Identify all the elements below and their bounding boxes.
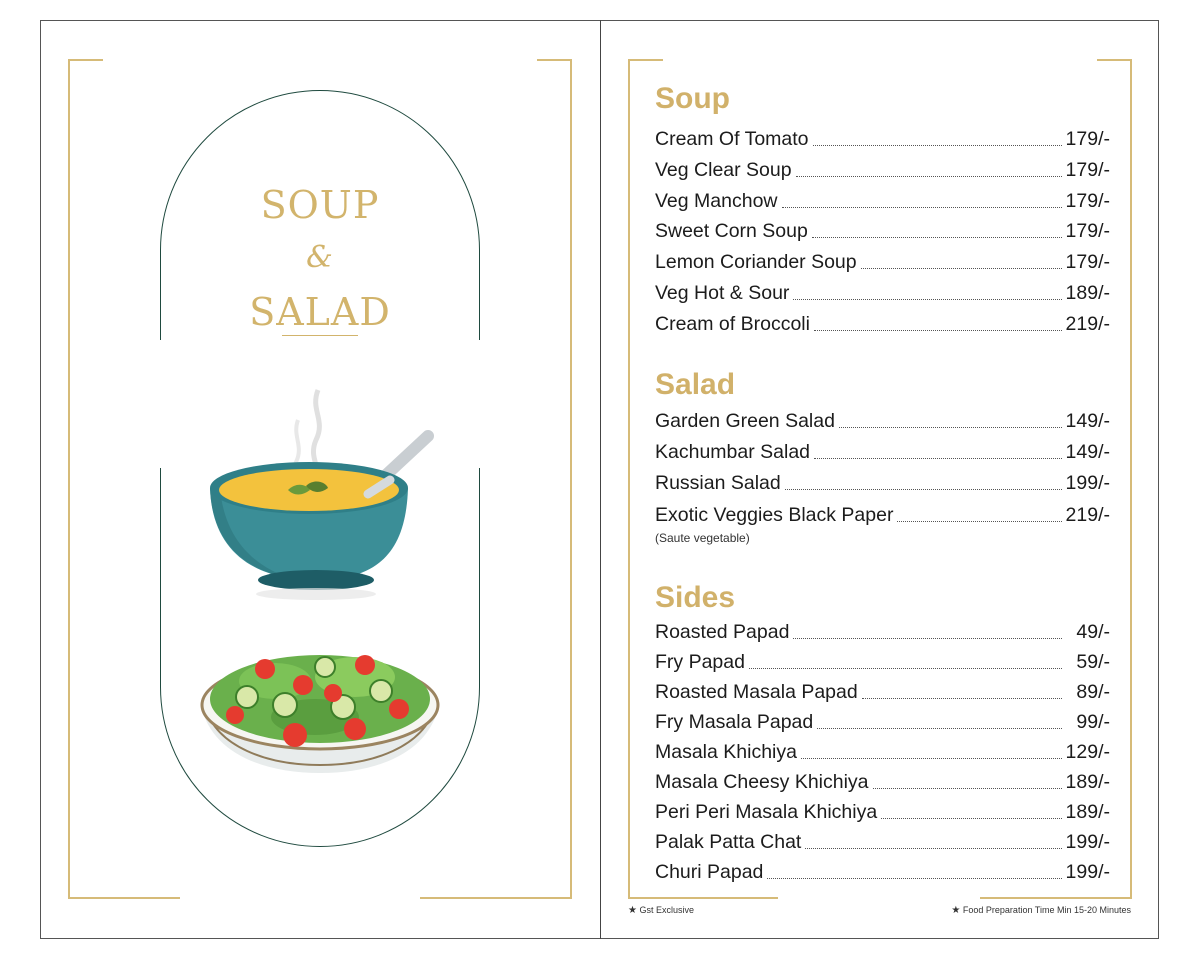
menu-item-name: Cream of Broccoli: [655, 312, 810, 335]
menu-item-name: Veg Hot & Sour: [655, 282, 790, 304]
menu-item-row: [655, 768, 1110, 794]
menu-item-row: [655, 618, 1110, 644]
menu-item-price: 199/-: [1065, 472, 1110, 495]
menu-item-name: Sweet Corn Soup: [655, 220, 808, 243]
menu-item-row: [655, 310, 1110, 336]
gold-frame-page2-top-right: [1097, 59, 1132, 61]
menu-item-price: 189/-: [1065, 771, 1110, 793]
menu-item-price: 99/-: [1076, 711, 1110, 733]
salad-item-note: (Saute vegetable): [655, 531, 750, 545]
dot-leader: [817, 728, 1062, 729]
menu-item-name: Veg Clear Soup: [655, 158, 792, 181]
gold-frame-right-side: [570, 59, 572, 899]
dot-leader: [805, 848, 1062, 849]
dot-leader: [839, 427, 1062, 428]
gold-frame-left-bottom: [68, 897, 180, 899]
menu-item-row: [655, 708, 1110, 734]
dot-leader: [813, 145, 1062, 146]
menu-item-name: Russian Salad: [655, 472, 781, 495]
section-title-soup: Soup: [655, 82, 730, 115]
dot-leader: [796, 176, 1062, 177]
section-title-sides: Sides: [655, 581, 736, 614]
section-title-salad: Salad: [655, 368, 736, 401]
menu-item-price: 149/-: [1065, 410, 1110, 432]
menu-item-row: [655, 858, 1110, 884]
dot-leader: [782, 207, 1063, 208]
menu-item-price: 89/-: [1076, 681, 1110, 703]
menu-item-price: 129/-: [1065, 741, 1110, 763]
soup-bowl-illustration: [190, 380, 440, 610]
dot-leader: [897, 521, 1062, 522]
menu-item-row: [655, 648, 1110, 674]
menu-item-price: 199/-: [1065, 861, 1110, 883]
menu-item-price: 179/-: [1065, 128, 1110, 150]
dot-leader: [873, 788, 1062, 789]
menu-item-name: Masala Cheesy Khichiya: [655, 771, 869, 793]
menu-item-name: Peri Peri Masala Khichiya: [655, 801, 878, 823]
menu-item-name: Lemon Coriander Soup: [655, 251, 857, 274]
dot-leader: [793, 638, 1062, 639]
menu-item-row: [655, 407, 1110, 433]
menu-item-name: Kachumbar Salad: [655, 441, 811, 464]
menu-item-name: Roasted Masala Papad: [655, 681, 858, 703]
gold-frame-left-top: [68, 59, 103, 61]
footnote-prep-time: ★ Food Preparation Time Min 15-20 Minutes: [951, 905, 1131, 916]
gold-frame-page2-side-right: [1130, 59, 1132, 899]
gold-frame-page2-bottom: [628, 897, 778, 899]
menu-item-name: Fry Masala Papad: [655, 711, 814, 733]
menu-item-row: [655, 501, 1110, 527]
menu-item-price: 179/-: [1065, 158, 1110, 181]
menu-item-row: [655, 156, 1110, 182]
dot-leader: [814, 330, 1062, 331]
gold-frame-page2-bottom-right: [980, 897, 1132, 899]
cover-title-underline: [282, 335, 358, 336]
dot-leader: [785, 489, 1062, 490]
menu-item-name: Exotic Veggies Black Paper: [655, 503, 894, 526]
gold-frame-page2-side: [628, 59, 630, 899]
menu-item-price: 179/-: [1065, 220, 1110, 243]
menu-item-row: [655, 738, 1110, 764]
menu-item-name: Fry Papad: [655, 651, 745, 673]
menu-item-row: [655, 828, 1110, 854]
gold-frame-right-bottom: [420, 897, 572, 899]
star-icon: ★: [628, 905, 637, 916]
cover-title-soup: SOUP: [260, 183, 380, 227]
dot-leader: [801, 758, 1062, 759]
menu-item-row: [655, 248, 1110, 274]
menu-item-price: 149/-: [1065, 441, 1110, 464]
dot-leader: [749, 668, 1062, 669]
menu-item-row: [655, 678, 1110, 704]
dot-leader: [861, 268, 1062, 269]
dot-leader: [767, 878, 1062, 879]
menu-item-name: Roasted Papad: [655, 621, 790, 643]
dot-leader: [793, 299, 1062, 300]
salad-bowl-illustration: [195, 625, 445, 785]
menu-item-price: 179/-: [1065, 251, 1110, 274]
star-icon: ★: [951, 905, 961, 916]
menu-item-name: Masala Khichiya: [655, 741, 797, 763]
menu-item-price: 189/-: [1065, 282, 1110, 304]
menu-item-name: Garden Green Salad: [655, 410, 835, 432]
menu-item-price: 219/-: [1065, 312, 1110, 335]
menu-item-row: [655, 187, 1110, 213]
dot-leader: [862, 698, 1062, 699]
dot-leader: [881, 818, 1062, 819]
gold-frame-right-top: [537, 59, 572, 61]
footnote-gst: ★ Gst Exclusive: [628, 905, 694, 916]
menu-item-name: Cream Of Tomato: [655, 128, 809, 150]
menu-item-price: 219/-: [1065, 503, 1110, 526]
menu-item-price: 189/-: [1065, 801, 1110, 823]
menu-item-price: 59/-: [1076, 651, 1110, 673]
gold-frame-page2-top: [628, 59, 663, 61]
menu-item-row: [655, 798, 1110, 824]
menu-item-price: 199/-: [1065, 831, 1110, 853]
menu-item-name: Churi Papad: [655, 861, 764, 883]
menu-item-price: 179/-: [1065, 189, 1110, 212]
menu-item-row: [655, 279, 1110, 305]
page-divider: [600, 20, 601, 939]
cover-title-ampersand: &: [306, 240, 334, 275]
menu-item-name: Veg Manchow: [655, 189, 778, 212]
cover-title-salad: SALAD: [249, 290, 391, 334]
menu-item-row: [655, 469, 1110, 495]
menu-item-name: Palak Patta Chat: [655, 831, 802, 853]
dot-leader: [812, 237, 1062, 238]
menu-item-row: [655, 438, 1110, 464]
dot-leader: [814, 458, 1062, 459]
menu-item-row: [655, 217, 1110, 243]
menu-item-price: 49/-: [1076, 621, 1110, 643]
menu-item-row: [655, 125, 1110, 151]
gold-frame-left-side: [68, 59, 70, 899]
